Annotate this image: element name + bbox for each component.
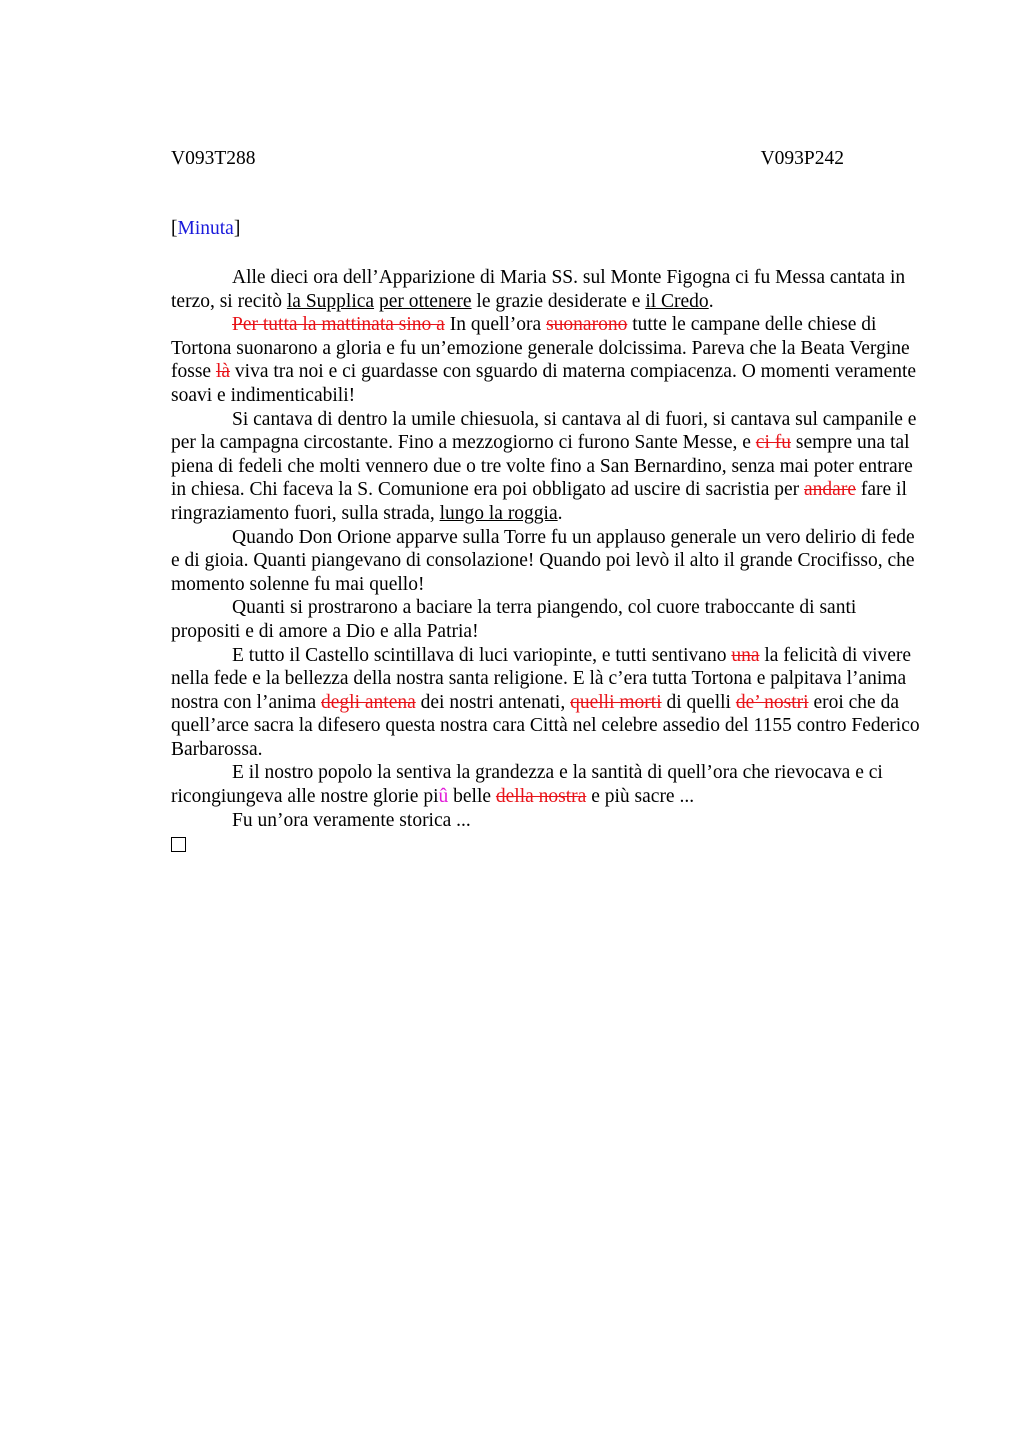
text-run: . xyxy=(708,290,714,312)
text-run: sempre una tal piena di fedeli che molti vennero due o tre volte fino a San Bernardino, senza mai poter entrare in chiesa. Chi faceva la S. Comunione era poi obbligato ad uscire di sacristia per xyxy=(171,432,913,501)
text-run: belle xyxy=(448,786,496,808)
text-run: . xyxy=(557,502,563,524)
text-run: Quanti si prostrarono a baciare la terra piangendo, col cuore traboccante di santi propositi e di amore a Dio e alla Patria! xyxy=(171,597,857,642)
empty-square-icon xyxy=(171,837,186,852)
deleted-text: quelli morti xyxy=(570,691,662,713)
deleted-text: andare xyxy=(804,479,856,501)
bracket-open: [ xyxy=(171,218,178,239)
underlined-text: la Supplica xyxy=(286,290,375,312)
text-run: Quando Don Orione apparve sulla Torre fu un applauso generale un vero delirio di fede e di gioia. Quanti piangevano di consolazione! Quando poi levò il alto il grande Crocifisso, che momento solenne fu mai quello! xyxy=(171,526,915,595)
document-body xyxy=(171,266,927,859)
deleted-text: della nostra xyxy=(495,786,587,808)
paragraph xyxy=(171,313,927,407)
text-run: la felicità di vivere nella fede e la bellezza della nostra santa religione. E là c’era tutta Tortona e palpitava l’anima nostra con l’anima xyxy=(171,644,912,713)
inserted-text: û xyxy=(438,786,449,808)
underlined-text: lungo la roggia xyxy=(439,502,558,524)
paragraph xyxy=(171,408,927,526)
deleted-text: degli antena xyxy=(321,691,416,713)
text-run: Fu un’ora veramente storica ... xyxy=(232,809,471,831)
document-code-left: V093T288 xyxy=(171,148,256,169)
paragraph xyxy=(171,809,927,833)
text-run: Alle dieci ora dell’Apparizione di Maria SS. sul Monte Figogna ci fu Messa cantata in terzo, si recitò xyxy=(171,267,906,312)
paragraph xyxy=(171,266,927,313)
deleted-text: de’ nostri xyxy=(735,691,809,713)
deleted-text: là xyxy=(215,361,231,383)
text-run: eroi che da quell’arce sacra la difesero questa nostra cara Città nel celebre assedio del 1155 contro Federico Barbarossa. xyxy=(171,691,920,760)
text-run: di quelli xyxy=(661,691,736,713)
paragraph xyxy=(171,596,927,643)
text-run: le grazie desiderate e xyxy=(471,290,646,312)
end-mark xyxy=(171,832,927,859)
deleted-text: Per tutta la mattinata sino a xyxy=(232,314,445,336)
text-run: Si cantava di dentro la umile chiesuola, si cantava al di fuori, si cantava sul campanile e per la campagna circostante. Fino a mezzogiorno ci furono Sante Messe, e xyxy=(171,408,917,454)
text-run: In quell’ora xyxy=(444,314,547,336)
text-run: E tutto il Castello scintillava di luci variopinte, e tutti sentivano xyxy=(232,644,732,666)
underlined-text: il Credo xyxy=(645,290,709,312)
deleted-text: una xyxy=(731,644,760,666)
text-run: tutte le campane delle chiese di Tortona suonarono a gloria e fu un’emozione generale dolcissima. Pareva che la Beata Vergine fosse xyxy=(171,314,910,383)
text-run: fare il ringraziamento fuori, sulla strada, xyxy=(171,479,907,524)
underlined-text: per ottenere xyxy=(378,290,472,312)
text-run: E il nostro popolo la sentiva la grandezza e la santità di quell’ora che rievocava e ci ricongiungeva alle nostre glorie pi xyxy=(171,762,883,808)
text-run: viva tra noi e ci guardasse con sguardo di materna compiacenza. O momenti veramente soavi e indimenticabili! xyxy=(171,361,917,406)
minuta-label: Minuta xyxy=(177,218,234,239)
deleted-text: suonarono xyxy=(546,314,628,336)
text-run: e più sacre ... xyxy=(586,786,695,808)
paragraph xyxy=(171,761,927,808)
paragraph xyxy=(171,526,927,597)
bracket-close: ] xyxy=(233,218,241,239)
text-run: dei nostri antenati, xyxy=(415,691,571,713)
paragraph xyxy=(171,644,927,762)
page-code-right: V093P242 xyxy=(760,148,844,169)
deleted-text: ci fu xyxy=(755,432,791,454)
section-label xyxy=(171,218,240,240)
